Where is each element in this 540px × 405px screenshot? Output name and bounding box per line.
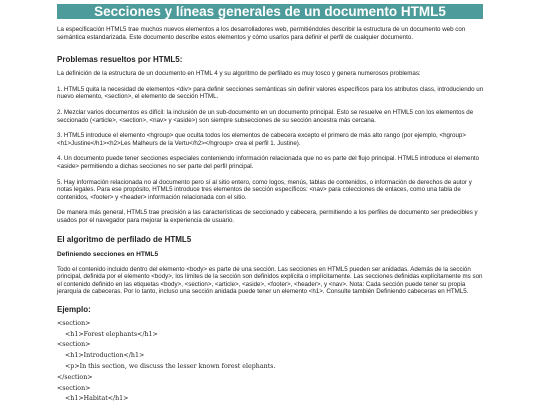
problem-item-5: 5. Hay información relacionada no al documento pero sí al sitio entero, como logos, menús, tablas de contenidos, o información de derechos de autor y notas legales. Para ese propósito, HTML5 introduce tres elementos de sección específicos: <nav> para colecciones de enlaces, como una tabla de contenidos, <footer> y <header> información relacionada con el sitio. — [57, 178, 472, 201]
code-line: <h1>Forest elephants</h1> — [57, 330, 158, 338]
problem-item-1: 1. HTML5 quita la necesidad de elementos <div> para definir secciones semánticas sin definir valores específicos para los atributos class, introduciendo un nuevo elemento, <section>, el elemento de sección HTML. — [57, 85, 484, 101]
page-title: Secciones y líneas generales de un documento HTML5 — [57, 4, 483, 19]
problems-lead: La definición de la estructura de un documento en HTML 4 y su algoritmo de perfilado es muy tosco y genera numerosos problemas: — [57, 70, 421, 78]
code-line: <section> — [57, 341, 91, 349]
example-heading: Ejemplo: — [57, 304, 91, 314]
code-line: </section> — [57, 373, 93, 381]
problem-item-3: 3. HTML5 introduce el elemento <hgroup> que oculta todos los elementos de cabecera excepto el primero de más alto rango (por ejemplo, <hgroup><h1>Justine</h1><h2>Les Malheurs de la Vertu</h2></hgroup> crea el perfil 1. Justine). — [57, 132, 466, 147]
code-line: <p>In this section, we discuss the lesser known forest elephants. — [57, 363, 276, 371]
intro-paragraph: La especificación HTML5 trae muchos nuevos elementos a los desarrolladores web, permitiéndoles describir la estructura de un documento web con semántica estandarizada. Este documento describe estos elementos y cómo usarlos para definir el perfil de cualquier documento. — [57, 26, 466, 41]
sections-subheading: Definiendo secciones en HTML5 — [57, 250, 159, 258]
code-line: <section> — [57, 319, 91, 327]
document-content — [57, 26, 485, 405]
problem-item-2: 2. Mezclar varios documentos es difícil: la inclusión de un sub-documento en un documento principal. Esto se resuelve en HTML5 con los elementos de seccionado (<article>, <section>, <nav> y <aside>) son siempre subsecciones de su sección ancestra más cercana. — [57, 108, 474, 124]
problems-closing: De manera más general, HTML5 trae precisión a las características de seccionado y cabecera, permitiendo a los perfiles de documento ser predecibles y usados por el navegador para mejorar la experiencia de usuario. — [57, 209, 478, 224]
problem-item-4: 4. Un documento puede tener secciones especiales conteniendo información relacionada que no es parte del flujo principal. HTML5 introduce el elemento <aside> permitiendo a dichas secciones no ser parte del perfil principal. — [57, 155, 480, 170]
problems-heading: Problemas resueltos por HTML5: — [57, 55, 183, 65]
algorithm-heading: El algoritmo de perfilado de HTML5 — [57, 234, 192, 244]
code-example — [57, 319, 485, 405]
code-line: <section> — [57, 384, 91, 392]
code-line: <h1>Habitat</h1> — [57, 395, 129, 403]
code-line: <h1>Introduction</h1> — [57, 352, 145, 360]
sections-paragraph: Todo el contenido incluido dentro del elemento <body> es parte de una sección. Las secciones en HTML5 pueden ser anidadas. Además de la sección principal, definida por el elemento <body>, los límites de la sección son definidos explícita o implícitamente. Las secciones definidas explícitamente ms son el contenido definido en las etiquetas <body>, <section>, <article>, <aside>, <footer>, <header>, y <nav>. Nota: Cada sección puede tener su propia jerarquía de cabeceras. Por lo tanto, incluso una sección anidada puede tener un elemento <h1>. Consulte también Definiendo cabeceras en HTML5. — [57, 265, 483, 296]
